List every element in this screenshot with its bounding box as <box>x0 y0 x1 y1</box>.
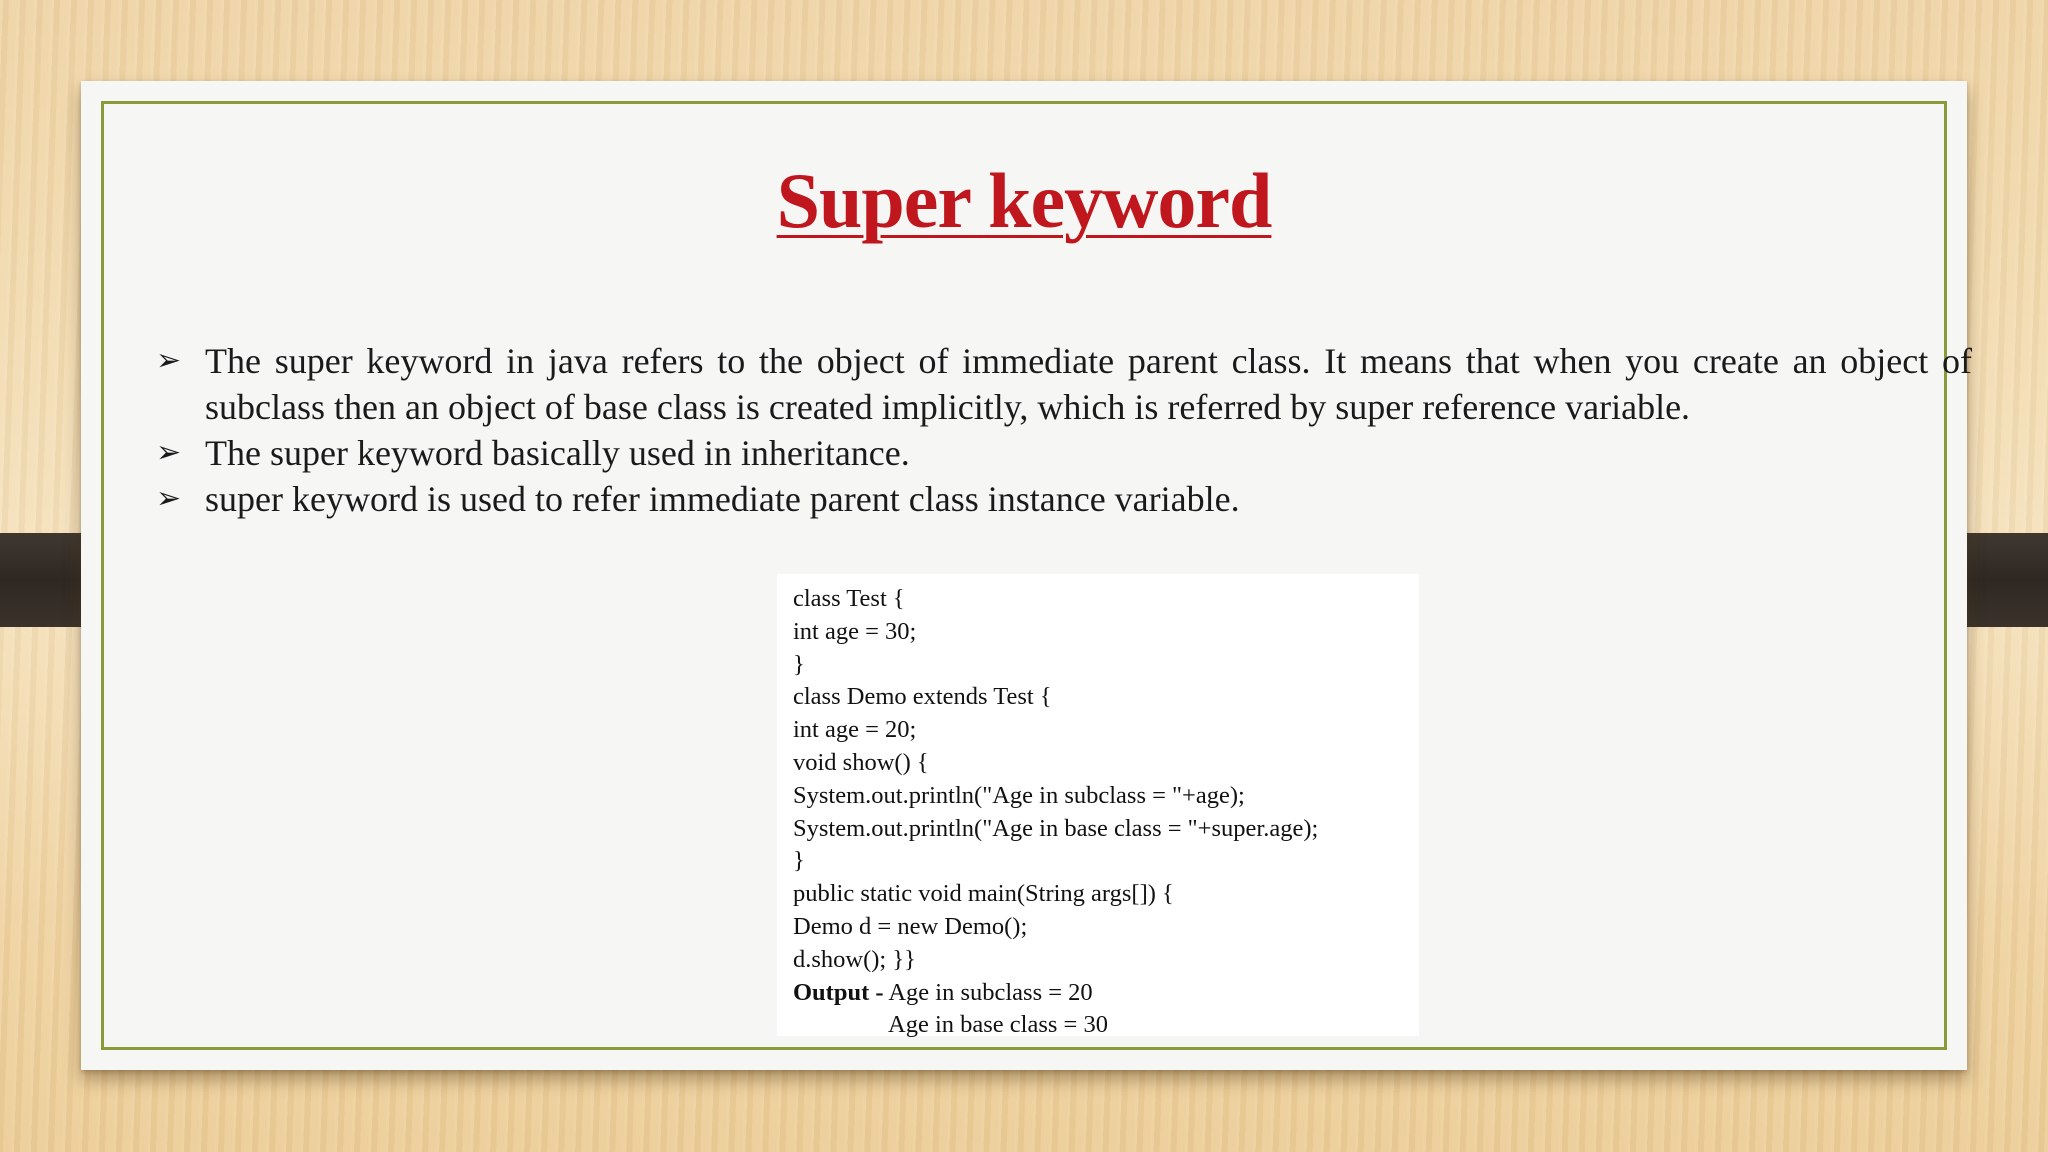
output-value: Age in base class = 30 <box>888 1011 1108 1039</box>
bullet-list <box>156 338 1972 522</box>
bullet-text: The super keyword in java refers to the object of immediate parent class. It means that when you create an object of subclass then an object of base class is created implicitly, which is referred by super reference variable. <box>205 341 1972 427</box>
output-line <box>793 1009 1419 1042</box>
bullet-item <box>156 476 1972 522</box>
code-line: d.show(); }} <box>793 945 916 973</box>
code-line: int age = 30; <box>793 617 917 645</box>
bullet-text: super keyword is used to refer immediate parent class instance variable. <box>205 479 1240 519</box>
slide <box>81 81 1972 1070</box>
bullet-text: The super keyword basically used in inheritance. <box>205 433 910 473</box>
code-line: class Demo extends Test { <box>793 683 1052 711</box>
bullet-item <box>156 430 1972 476</box>
code-line: class Test { <box>793 585 905 612</box>
arrowhead-bullet-icon: ➢ <box>156 343 182 378</box>
code-line: Demo d = new Demo(); <box>793 912 1028 940</box>
code-line: void show() { <box>793 748 929 776</box>
bullet-item <box>156 338 1972 430</box>
output-line <box>793 977 1419 1010</box>
code-line: int age = 20; <box>793 716 917 744</box>
slide-title-text: Super keyword <box>776 157 1272 244</box>
arrowhead-bullet-icon: ➢ <box>156 481 182 516</box>
code-example <box>777 574 1419 1039</box>
code-line: } <box>793 847 805 875</box>
code-line: } <box>793 650 805 678</box>
arrowhead-bullet-icon: ➢ <box>156 435 182 470</box>
code-line: System.out.println("Age in base class = "+super.age); <box>793 814 1319 842</box>
slide-title <box>81 156 1967 246</box>
output-label: Output - <box>793 978 884 1006</box>
code-line: public static void main(String args[]) { <box>793 880 1174 908</box>
output-value: Age in subclass = 20 <box>888 978 1093 1006</box>
code-line: System.out.println("Age in subclass = "+age); <box>793 781 1245 809</box>
